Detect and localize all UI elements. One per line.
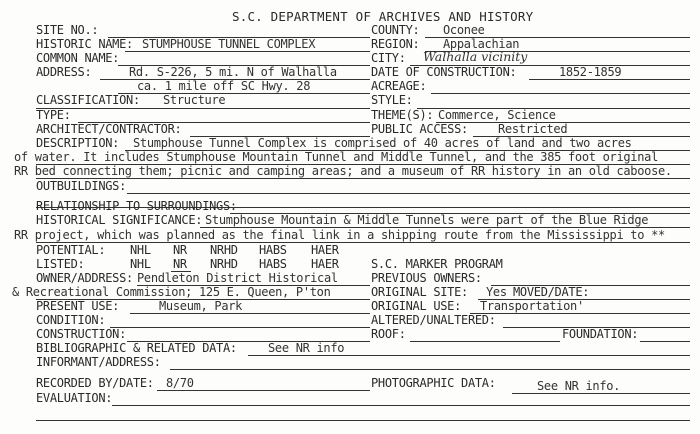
listed-haer: HAER [311,257,339,271]
historic-name-label: HISTORIC NAME: [36,37,133,51]
evaluation-line [112,405,690,406]
previous-owners-label: PREVIOUS OWNERS: [371,271,482,285]
listed-nrhd: NRHD [210,257,238,271]
historical-significance-label: HISTORICAL SIGNIFICANCE: [36,213,203,227]
significance-line1: Stumphouse Mountain & Middle Tunnels were part of the Blue Ridge [205,213,649,227]
acreage-label: ACREAGE: [371,79,427,93]
potential-habs: HABS [259,243,287,257]
listed-habs: HABS [259,257,287,271]
historic-name-value: STUMPHOUSE TUNNEL COMPLEX [142,37,316,51]
outbuildings-line [127,193,690,194]
original-use-line [470,313,690,314]
description-line3-rule [36,178,690,179]
present-use-label: PRESENT USE: [36,299,120,313]
evaluation-line2 [36,420,690,421]
owner-line1: Pendleton District Historical [137,271,338,285]
bibliographic-label: BIBLIOGRAPHIC & RELATED DATA: [36,341,237,355]
relationship-label: RELATIONSHIP TO SURROUNDINGS: [36,199,237,213]
recorded-by-value: 8/70 [166,376,194,390]
description-line3: RR bed connecting them; picnic and camping areas; and a museum of RR history in an old caboose. [14,164,672,178]
condition-line [110,327,370,328]
original-site-label: ORIGINAL SITE: [371,285,468,299]
county-value: Oconee [443,23,485,37]
description-label: DESCRIPTION: [36,136,120,150]
potential-nrhd: NRHD [210,243,238,257]
potential-haer: HAER [311,243,339,257]
informant-line [170,369,690,370]
region-label: REGION: [371,37,420,51]
altered-label: ALTERED/UNALTERED: [371,313,496,327]
listed-nhl: NHL [130,257,151,271]
card-title: S.C. DEPARTMENT OF ARCHIVES AND HISTORY [232,9,534,24]
city-label: CITY: [371,51,406,65]
photographic-label: PHOTOGRAPHIC DATA: [371,376,496,390]
classification-value: Structure [163,93,226,107]
recorded-by-label: RECORDED BY/DATE: [36,376,154,390]
common-name-label: COMMON NAME: [36,51,120,65]
description-line2: of water. It includes Stumphouse Mountain Tunnel and Middle Tunnel, and the 385 foot original [14,150,658,164]
present-use-line [130,313,370,314]
original-site-value: Yes [486,285,507,299]
site-no-label: SITE NO.: [36,23,99,37]
foundation-line [640,341,690,342]
bibliographic-value: See NR info [268,341,345,355]
original-use-value: Transportation' [480,299,584,313]
moved-date-label: MOVED/DATE: [513,285,590,299]
address-line1-value: Rd. S-226, 5 mi. N of Walhalla [129,65,337,79]
marker-program-label: S.C. MARKER PROGRAM [371,257,503,271]
type-label: TYPE: [36,108,71,122]
acreage-line [431,93,690,94]
roof-line [410,341,560,342]
address-line2-value: ca. 1 mile off SC Hwy. 28 [137,79,311,93]
owner-address-label: OWNER/ADDRESS: [36,271,133,285]
region-value: Appalachian [443,37,520,51]
themes-value: Commerce, Science [438,108,556,122]
recorded-by-line [157,390,370,391]
address-line2-line [118,93,370,94]
style-label: STYLE: [371,93,413,107]
public-access-label: PUBLIC ACCESS: [371,122,468,136]
architect-label: ARCHITECT/CONTRACTOR: [36,122,182,136]
classification-line [36,108,370,109]
evaluation-label: EVALUATION: [36,391,113,405]
listed-label: LISTED: [36,257,85,271]
public-access-value: Restricted [498,122,568,136]
photographic-line [512,393,690,394]
condition-label: CONDITION: [36,313,106,327]
historic-name-line [125,51,370,52]
potential-nhl: NHL [130,243,151,257]
themes-label: THEME(S): [371,108,434,122]
listed-nr: NR [173,257,187,271]
outbuildings-label: OUTBUILDINGS: [36,179,127,193]
owner-line2: & Recreational Commission; 125 E. Queen, P'ton [12,285,331,299]
classification-label: CLASSIFICATION: [36,93,140,107]
bibliographic-line [248,355,690,356]
roof-label: ROOF: [371,327,406,341]
date-of-construction-line [529,79,690,80]
date-of-construction-label: DATE OF CONSTRUCTION: [371,65,517,79]
photographic-value: See NR info. [537,379,621,393]
foundation-label: FOUNDATION: [562,327,639,341]
county-label: COUNTY: [371,23,420,37]
date-of-construction-value: 1852-1859 [559,65,622,79]
potential-nr: NR [173,243,187,257]
significance-line2: RR project, which was planned as the final link in a shipping route from the Mississippi to ** [14,228,665,242]
description-line1: Stumphouse Tunnel Complex is comprised of 40 acres of land and two acres [133,136,632,150]
city-value: Walhalla vicinity [423,49,528,64]
address-label: ADDRESS: [36,65,92,79]
informant-label: INFORMANT/ADDRESS: [36,355,161,369]
original-use-label: ORIGINAL USE: [371,299,462,313]
present-use-value: Museum, Park [159,299,243,313]
potential-label: POTENTIAL: [36,243,106,257]
construction-label: CONSTRUCTION: [36,327,127,341]
